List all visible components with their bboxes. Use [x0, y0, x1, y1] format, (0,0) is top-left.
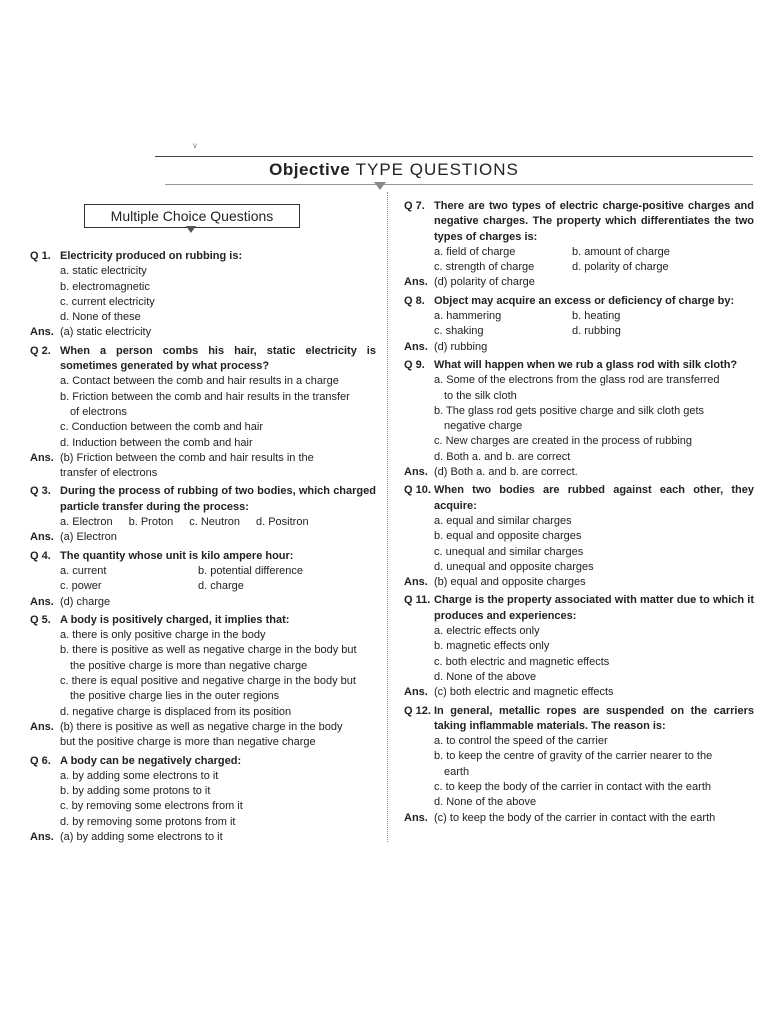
option-row [30, 564, 376, 579]
question-text: When two bodies are rubbed against each other, they acquire: [434, 484, 754, 512]
question-number: Q 5. [30, 613, 51, 626]
page-title [0, 160, 768, 180]
option: d. Both a. and b. are correct [434, 450, 571, 463]
question-number: Q 7. [404, 200, 425, 212]
question-6 [30, 754, 376, 846]
option: c. shaking [434, 325, 484, 338]
option: a. Some of the electrons from the glass rod are transferred [434, 374, 720, 387]
option: d. unequal and opposite charges [434, 560, 594, 573]
option: a. static electricity [60, 265, 147, 278]
option-row [404, 260, 754, 275]
option: c. unequal and similar charges [434, 545, 584, 558]
option-continued: of electrons [70, 405, 127, 418]
question-text: The quantity whose unit is kilo ampere hour: [60, 549, 294, 562]
question-9 [404, 358, 754, 480]
option-row [30, 579, 376, 594]
answer: Ans. (d) rubbing [404, 340, 488, 353]
option: c. current electricity [60, 295, 155, 308]
option-row [404, 309, 754, 324]
option: a. by adding some electrons to it [60, 769, 219, 782]
answer: Ans. (a) static electricity [30, 326, 152, 339]
option: c. New charges are created in the process of rubbing [434, 435, 693, 448]
option: b. magnetic effects only [434, 640, 550, 653]
question-number: Q 12. [404, 704, 431, 717]
option: b. equal and opposite charges [434, 530, 582, 543]
answer: Ans. (b) equal and opposite charges [404, 576, 586, 589]
option-row [404, 245, 754, 260]
question-7 [404, 199, 754, 291]
option: b. The glass rod gets positive charge and silk cloth gets [434, 404, 705, 417]
title-rest: TYPE QUESTIONS [350, 160, 519, 179]
option: d. negative charge is displaced from its position [60, 705, 292, 718]
section-label: Multiple Choice Questions [84, 204, 300, 228]
right-column [404, 196, 754, 826]
option: a. Electron [60, 516, 113, 529]
title-rule [165, 184, 753, 185]
option: c. to keep the body of the carrier in contact with the earth [434, 780, 711, 793]
answer: Ans. (a) by adding some electrons to it [30, 830, 223, 843]
answer: Ans. (d) polarity of charge [404, 276, 535, 289]
option: b. by adding some protons to it [60, 785, 211, 798]
option: d. by removing some protons from it [60, 815, 236, 828]
question-11 [404, 593, 754, 700]
option: b. to keep the centre of gravity of the carrier nearer to the [434, 750, 713, 763]
option: c. power [60, 580, 102, 593]
question-number: Q 8. [404, 294, 425, 307]
option-row [404, 324, 754, 339]
option: c. there is equal positive and negative charge in the body but [60, 675, 356, 688]
question-text: A body is positively charged, it implies that: [60, 613, 290, 626]
option: b. heating [572, 310, 621, 323]
option: a. Contact between the comb and hair results in a charge [60, 375, 339, 388]
question-text: There are two types of electric charge-positive charges and negative charges. The property which differentiates the two types of charges is: [434, 200, 754, 243]
option: a. to control the speed of the carrier [434, 735, 608, 748]
option: d. charge [198, 580, 244, 593]
question-number: Q 9. [404, 358, 425, 371]
section-arrow-icon [186, 226, 196, 233]
answer-continued: but the positive charge is more than negative charge [60, 736, 316, 749]
option: d. None of the above [434, 670, 537, 683]
question-10 [404, 483, 754, 590]
title-arrow-icon [374, 182, 386, 190]
header-rule [155, 156, 753, 157]
question-12 [404, 704, 754, 826]
option: d. None of these [60, 311, 141, 324]
question-text: A body can be negatively charged: [60, 754, 242, 767]
answer: Ans. (b) Friction between the comb and hair results in the [30, 451, 314, 464]
option: a. equal and similar charges [434, 514, 572, 527]
option: c. strength of charge [434, 261, 535, 274]
question-5 [30, 613, 376, 751]
option: b. amount of charge [572, 245, 670, 258]
option: a. there is only positive charge in the body [60, 629, 266, 642]
option: b. potential difference [198, 564, 303, 577]
option: d. Positron [255, 516, 309, 529]
option-continued: negative charge [444, 420, 523, 433]
option: c. Conduction between the comb and hair [60, 421, 264, 434]
question-text: Charge is the property associated with matter due to which it produces and experiences: [434, 594, 754, 622]
option-continued: the positive charge is more than negative charge [70, 659, 308, 672]
option: b. Friction between the comb and hair results in the transfer [60, 390, 350, 403]
question-number: Q 4. [30, 549, 51, 562]
question-number: Q 3. [30, 485, 51, 498]
option: d. rubbing [572, 325, 621, 338]
answer-continued: transfer of electrons [60, 467, 158, 480]
question-text: What will happen when we rub a glass rod with silk cloth? [434, 358, 738, 371]
question-number: Q 10. [404, 484, 431, 497]
answer: Ans. (b) there is positive as well as negative charge in the body [30, 720, 343, 733]
option: c. by removing some electrons from it [60, 800, 243, 813]
option: a. current [60, 564, 107, 577]
option: b. Proton [128, 516, 174, 529]
column-divider [387, 192, 388, 842]
option-continued: to the silk cloth [444, 389, 517, 402]
question-number: Q 6. [30, 754, 51, 767]
question-number: Q 2. [30, 344, 51, 357]
question-number: Q 1. [30, 250, 51, 262]
answer: Ans. (c) both electric and magnetic effects [404, 686, 614, 699]
question-1 [30, 249, 376, 341]
question-text: In general, metallic ropes are suspended on the carriers taking inflammable materials. The reason is: [434, 704, 754, 732]
option-continued: earth [444, 765, 470, 778]
option: a. hammering [434, 310, 502, 323]
question-text: Object may acquire an excess or deficiency of charge by: [434, 294, 735, 307]
option: b. there is positive as well as negative charge in the body but [60, 644, 357, 657]
option: d. Induction between the comb and hair [60, 436, 253, 449]
left-column [30, 246, 376, 845]
question-3 [30, 484, 376, 545]
question-4 [30, 549, 376, 610]
question-8 [404, 294, 754, 355]
option: b. electromagnetic [60, 280, 150, 293]
option: a. field of charge [434, 245, 516, 258]
option: c. both electric and magnetic effects [434, 655, 610, 668]
answer: Ans. (d) charge [30, 595, 111, 608]
question-number: Q 11. [404, 594, 431, 607]
option-row [30, 515, 376, 530]
answer: Ans. (d) Both a. and b. are correct. [404, 466, 578, 479]
option: d. None of the above [434, 796, 537, 809]
option: c. Neutron [189, 516, 240, 529]
title-strong: Objective [269, 160, 351, 179]
option: d. polarity of charge [572, 261, 669, 274]
answer: Ans. (c) to keep the body of the carrier in contact with the earth [404, 811, 716, 824]
question-text: During the process of rubbing of two bodies, which charged particle transfer during the process: [60, 485, 376, 513]
scan-mark: v [193, 141, 197, 150]
option-continued: the positive charge lies in the outer regions [70, 690, 280, 703]
question-2 [30, 344, 376, 482]
option: a. electric effects only [434, 625, 540, 638]
answer: Ans. (a) Electron [30, 531, 117, 544]
question-text: Electricity produced on rubbing is: [60, 250, 243, 262]
question-text: When a person combs his hair, static electricity is sometimes generated by what process? [60, 344, 376, 373]
